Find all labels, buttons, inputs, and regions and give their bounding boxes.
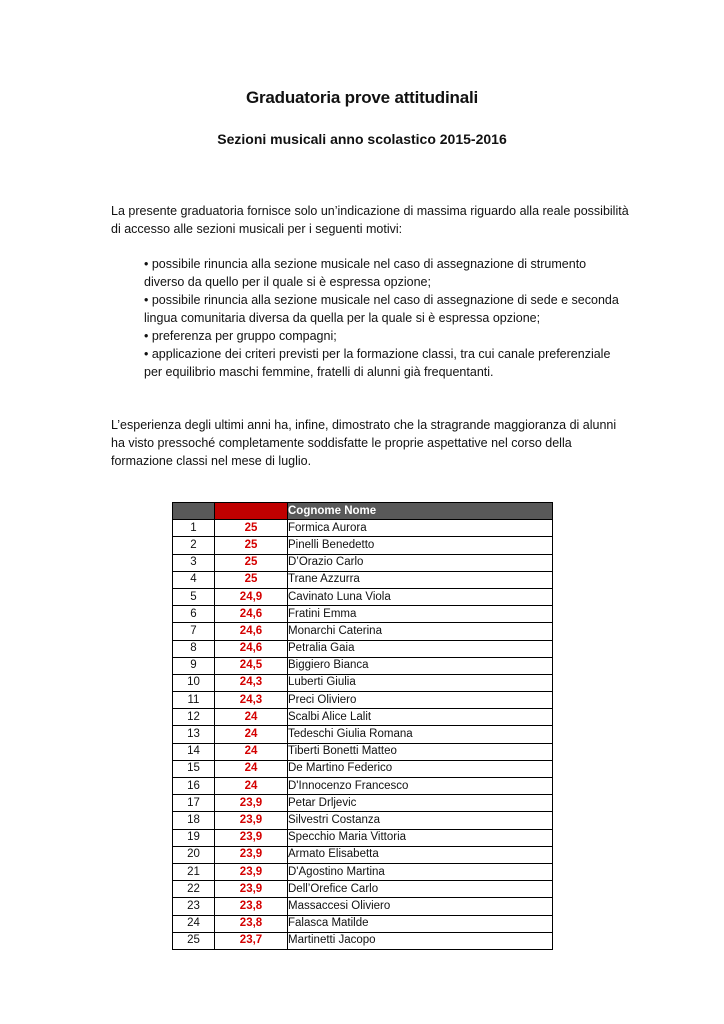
- table-row: [173, 812, 553, 829]
- score-cell: 24,3: [215, 674, 288, 691]
- name-cell: Specchio Maria Vittoria: [288, 829, 553, 846]
- table-row: [173, 623, 553, 640]
- rank-cell: 15: [173, 760, 215, 777]
- name-cell: Monarchi Caterina: [288, 623, 553, 640]
- score-cell: 24: [215, 726, 288, 743]
- score-cell: 24,6: [215, 640, 288, 657]
- score-cell: 23,9: [215, 829, 288, 846]
- score-cell: 24,3: [215, 692, 288, 709]
- name-cell: Pinelli Benedetto: [288, 537, 553, 554]
- rank-cell: 23: [173, 898, 215, 915]
- rank-cell: 21: [173, 863, 215, 880]
- rank-cell: 8: [173, 640, 215, 657]
- score-cell: 23,8: [215, 898, 288, 915]
- table-row: [173, 915, 553, 932]
- name-cell: Dell’Orefice Carlo: [288, 881, 553, 898]
- score-cell: 23,9: [215, 863, 288, 880]
- document-title: Graduatoria prove attitudinali: [245, 88, 479, 107]
- rank-cell: 20: [173, 846, 215, 863]
- table-row: [173, 760, 553, 777]
- table-row: [173, 588, 553, 605]
- rank-cell: 16: [173, 778, 215, 795]
- rank-cell: 10: [173, 674, 215, 691]
- name-cell: Scalbi Alice Lalit: [288, 709, 553, 726]
- table-header-row: [173, 503, 553, 520]
- table-row: [173, 640, 553, 657]
- table-row: [173, 692, 553, 709]
- score-cell: 23,9: [215, 881, 288, 898]
- rank-cell: 12: [173, 709, 215, 726]
- rank-cell: 19: [173, 829, 215, 846]
- score-cell: 24: [215, 778, 288, 795]
- list-item: • applicazione dei criteri previsti per la formazione classi, tra cui canale preferenziale per equilibrio maschi femmine, fratelli di alunni già frequentanti.: [144, 347, 611, 379]
- table-row: [173, 795, 553, 812]
- closing-paragraph: L’esperienza degli ultimi anni ha, infine, dimostrato che la stragrande maggioranza di alunni ha visto pressoché completamente soddisfatte le proprie aspettative nel corso della formazione classi nel mese di luglio.: [111, 418, 617, 468]
- rank-cell: 14: [173, 743, 215, 760]
- rank-cell: 5: [173, 588, 215, 605]
- name-cell: Silvestri Costanza: [288, 812, 553, 829]
- name-cell: D'Agostino Martina: [288, 863, 553, 880]
- score-cell: 23,9: [215, 795, 288, 812]
- rank-cell: 7: [173, 623, 215, 640]
- score-cell: 25: [215, 520, 288, 537]
- list-item: • possibile rinuncia alla sezione musicale nel caso di assegnazione di strumento diverso da quello per il quale si è espressa opzione;: [144, 257, 587, 289]
- score-cell: 24,9: [215, 588, 288, 605]
- name-cell: Preci Oliviero: [288, 692, 553, 709]
- table-row: [173, 674, 553, 691]
- name-cell: D’Orazio Carlo: [288, 554, 553, 571]
- rank-cell: 24: [173, 915, 215, 932]
- name-cell: Luberti Giulia: [288, 674, 553, 691]
- intro-paragraph: La presente graduatoria fornisce solo un’indicazione di massima riguardo alla reale possibilità di accesso alle sezioni musicali per i seguenti motivi:: [111, 204, 629, 236]
- name-cell: Massaccesi Oliviero: [288, 898, 553, 915]
- score-cell: 23,7: [215, 932, 288, 949]
- table-row: [173, 829, 553, 846]
- score-cell: 25: [215, 554, 288, 571]
- score-cell: 24: [215, 760, 288, 777]
- table-row: [173, 520, 553, 537]
- table-row: [173, 743, 553, 760]
- name-cell: Tiberti Bonetti Matteo: [288, 743, 553, 760]
- name-cell: Falasca Matilde: [288, 915, 553, 932]
- rank-cell: 6: [173, 606, 215, 623]
- header-name: Cognome Nome: [288, 503, 553, 520]
- name-cell: D'Innocenzo Francesco: [288, 778, 553, 795]
- name-cell: Trane Azzurra: [288, 571, 553, 588]
- rank-cell: 18: [173, 812, 215, 829]
- rank-cell: 13: [173, 726, 215, 743]
- score-cell: 23,9: [215, 846, 288, 863]
- table-row: [173, 932, 553, 949]
- name-cell: Fratini Emma: [288, 606, 553, 623]
- table-row: [173, 863, 553, 880]
- header-rank: [173, 503, 215, 520]
- score-cell: 24,5: [215, 657, 288, 674]
- name-cell: Formica Aurora: [288, 520, 553, 537]
- list-item: • preferenza per gruppo compagni;: [144, 329, 337, 343]
- table-row: [173, 606, 553, 623]
- name-cell: Biggiero Bianca: [288, 657, 553, 674]
- table-row: [173, 554, 553, 571]
- rank-cell: 1: [173, 520, 215, 537]
- document-subtitle: Sezioni musicali anno scolastico 2015-2016: [217, 131, 507, 147]
- name-cell: Cavinato Luna Viola: [288, 588, 553, 605]
- rank-cell: 2: [173, 537, 215, 554]
- header-voto: Voto: [215, 503, 288, 520]
- score-cell: 25: [215, 537, 288, 554]
- rank-cell: 9: [173, 657, 215, 674]
- table-row: [173, 571, 553, 588]
- table-row: [173, 881, 553, 898]
- table-row: [173, 709, 553, 726]
- score-cell: 23,8: [215, 915, 288, 932]
- rank-cell: 17: [173, 795, 215, 812]
- ranking-table: [172, 502, 553, 950]
- name-cell: Petralia Gaia: [288, 640, 553, 657]
- rank-cell: 3: [173, 554, 215, 571]
- score-cell: 25: [215, 571, 288, 588]
- reasons-list: [144, 255, 628, 381]
- score-cell: 23,9: [215, 812, 288, 829]
- name-cell: Armato Elisabetta: [288, 846, 553, 863]
- rank-cell: 4: [173, 571, 215, 588]
- score-cell: 24,6: [215, 606, 288, 623]
- rank-cell: 22: [173, 881, 215, 898]
- rank-cell: 11: [173, 692, 215, 709]
- table-row: [173, 846, 553, 863]
- score-cell: 24: [215, 709, 288, 726]
- name-cell: Tedeschi Giulia Romana: [288, 726, 553, 743]
- rank-cell: 25: [173, 932, 215, 949]
- table-row: [173, 778, 553, 795]
- ranking-body: [173, 520, 553, 950]
- score-cell: 24: [215, 743, 288, 760]
- name-cell: De Martino Federico: [288, 760, 553, 777]
- name-cell: Martinetti Jacopo: [288, 932, 553, 949]
- table-row: [173, 537, 553, 554]
- table-row: [173, 726, 553, 743]
- table-row: [173, 657, 553, 674]
- table-row: [173, 898, 553, 915]
- list-item: • possibile rinuncia alla sezione musicale nel caso di assegnazione di sede e seconda lingua comunitaria diversa da quella per la quale si è espressa opzione;: [144, 293, 619, 325]
- name-cell: Petar Drljevic: [288, 795, 553, 812]
- score-cell: 24,6: [215, 623, 288, 640]
